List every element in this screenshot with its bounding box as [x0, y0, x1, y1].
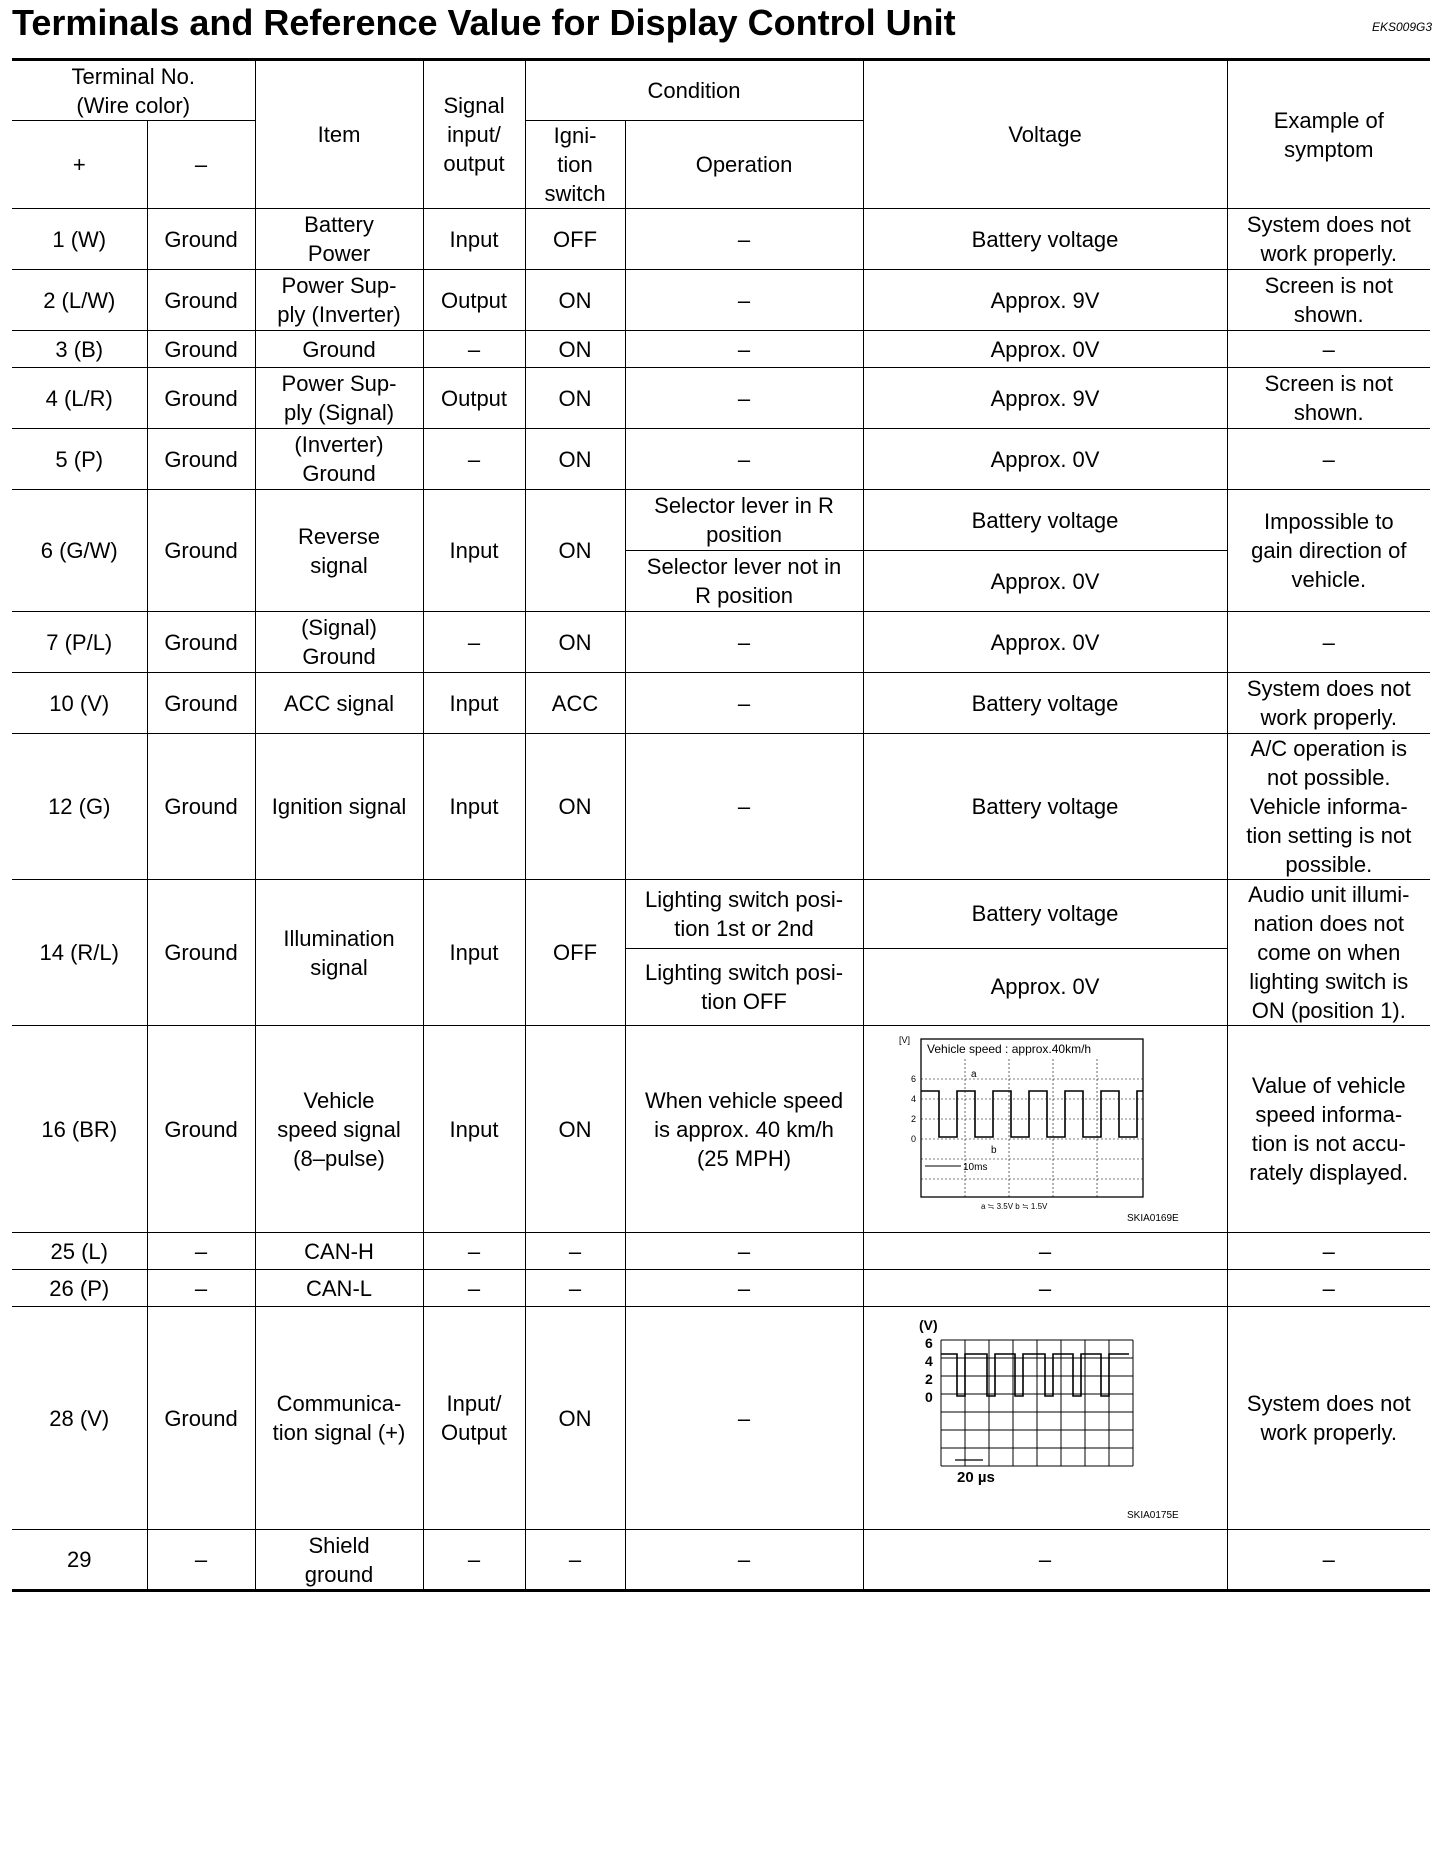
signal-io-text: Input — [449, 226, 499, 252]
ignition-switch-text: ACC — [551, 690, 599, 716]
signal-io — [423, 270, 525, 331]
terminal-minus-text: Ground — [164, 385, 238, 411]
ignition-switch-text: – — [568, 1238, 582, 1264]
voltage — [863, 490, 1227, 551]
figure-id: SKIA0169E — [1127, 1213, 1179, 1224]
operation — [625, 368, 863, 429]
voltage — [863, 1307, 1227, 1530]
operation-text: – — [737, 287, 751, 313]
terminal-plus-text: 7 (P/L) — [46, 629, 113, 655]
terminal-minus-text: Ground — [164, 940, 238, 965]
voltage-text: Approx. 9V — [990, 385, 1100, 411]
terminal-plus — [12, 368, 147, 429]
symptom-text: – — [1322, 446, 1335, 472]
page-title: Terminals and Reference Value for Display Control Unit — [12, 2, 956, 43]
signal-io — [423, 1270, 525, 1307]
y-tick-0: 0 — [925, 1389, 933, 1405]
terminal-minus — [147, 368, 255, 429]
terminal-plus-text: 1 (W) — [52, 226, 107, 252]
operation — [625, 551, 863, 612]
signal-io-text: Input — [449, 690, 499, 716]
terminal-minus — [147, 1026, 255, 1233]
signal-io-text: Input — [449, 794, 499, 819]
symptom — [1227, 612, 1430, 673]
symptom — [1227, 490, 1430, 612]
voltage — [863, 1270, 1227, 1307]
header-item: Item — [255, 60, 423, 209]
terminal-plus — [12, 331, 147, 368]
voltage — [863, 1530, 1227, 1591]
table-row — [12, 1307, 1430, 1530]
item — [255, 612, 423, 673]
item — [255, 429, 423, 490]
symptom-text: System does not work properly. — [1246, 1391, 1411, 1445]
symptom — [1227, 368, 1430, 429]
table-row — [12, 368, 1430, 429]
terminal-plus — [12, 1233, 147, 1270]
y-tick-6: 6 — [925, 1335, 933, 1351]
voltage-text: – — [1038, 1547, 1052, 1572]
ignition-switch — [525, 490, 625, 612]
table-row — [12, 209, 1430, 270]
signal-io-text: – — [467, 336, 481, 362]
signal-io — [423, 1307, 525, 1530]
terminal-minus — [147, 209, 255, 270]
header-plus: + — [12, 121, 147, 209]
terminal-plus-text: 28 (V) — [49, 1405, 110, 1431]
ignition-switch — [525, 880, 625, 1026]
voltage — [863, 612, 1227, 673]
voltage-text: Approx. 0V — [990, 336, 1100, 362]
terminal-minus — [147, 1233, 255, 1270]
ignition-switch — [525, 1307, 625, 1530]
y-tick-4: 4 — [911, 1094, 917, 1104]
terminal-minus-text: Ground — [164, 538, 238, 563]
terminal-plus-text: 5 (P) — [55, 446, 104, 472]
table-row — [12, 880, 1430, 949]
signal-io — [423, 209, 525, 270]
ignition-switch-text: ON — [558, 336, 592, 362]
symptom — [1227, 734, 1430, 880]
terminal-plus-text: 10 (V) — [49, 690, 110, 716]
terminal-minus — [147, 429, 255, 490]
item-text: Reverse signal — [298, 523, 380, 578]
document-code: EKS009G3 — [1371, 20, 1432, 34]
ignition-switch — [525, 1233, 625, 1270]
terminal-minus — [147, 880, 255, 1026]
voltage-text: Approx. 0V — [990, 568, 1100, 594]
waveform-unit-label: [V] — [899, 1035, 911, 1045]
operation-text: Selector lever in R position — [654, 493, 834, 547]
terminal-minus — [147, 1307, 255, 1530]
ignition-switch-text: – — [568, 1547, 582, 1572]
terminal-minus-text: Ground — [164, 1405, 238, 1431]
signal-io-text: – — [467, 1238, 481, 1264]
terminal-plus — [12, 209, 147, 270]
item-text: Shield ground — [304, 1532, 374, 1587]
voltage — [863, 734, 1227, 880]
voltage — [863, 1026, 1227, 1233]
ignition-switch-text: ON — [558, 1116, 592, 1142]
ignition-switch — [525, 1026, 625, 1233]
ignition-switch — [525, 1270, 625, 1307]
operation-text: – — [737, 794, 751, 819]
operation-text: – — [737, 1405, 751, 1431]
item-text: Power Sup- ply (Signal) — [281, 371, 397, 425]
item-text: Power Sup- ply (Inverter) — [277, 273, 401, 327]
operation — [625, 1530, 863, 1591]
symptom-text: – — [1322, 629, 1335, 655]
voltage-text: Approx. 9V — [990, 287, 1100, 313]
ignition-switch-text: OFF — [553, 226, 598, 252]
ignition-switch — [525, 612, 625, 673]
item — [255, 673, 423, 734]
signal-io-text: Input — [449, 1116, 499, 1142]
operation-text: – — [737, 385, 751, 411]
symptom-text: – — [1322, 336, 1335, 362]
symptom-text: Audio unit illumi- nation does not come on when lighting switch is ON (position 1). — [1248, 882, 1410, 1023]
terminal-minus — [147, 1270, 255, 1307]
terminal-minus — [147, 1530, 255, 1591]
signal-io — [423, 368, 525, 429]
item — [255, 1026, 423, 1233]
waveform-trace — [941, 1354, 1129, 1396]
item — [255, 368, 423, 429]
terminal-minus — [147, 734, 255, 880]
symptom — [1227, 429, 1430, 490]
voltage-text: Battery voltage — [971, 507, 1119, 533]
terminal-plus — [12, 734, 147, 880]
voltage-text: Battery voltage — [971, 794, 1119, 819]
ignition-switch — [525, 209, 625, 270]
voltage-text: – — [1038, 1275, 1052, 1301]
item — [255, 1233, 423, 1270]
header-terminal: Terminal No. (Wire color) — [12, 60, 255, 121]
ignition-switch — [525, 429, 625, 490]
table-row — [12, 270, 1430, 331]
item-text: Illumination signal — [283, 925, 395, 980]
terminal-minus-text: – — [194, 1547, 208, 1572]
waveform-unit-label: (V) — [919, 1317, 938, 1333]
time-label: 20 µs — [957, 1469, 995, 1486]
y-tick-2: 2 — [911, 1114, 917, 1124]
header-condition: Condition — [525, 60, 863, 121]
signal-io — [423, 1026, 525, 1233]
operation — [625, 490, 863, 551]
terminal-plus-text: 4 (L/R) — [45, 385, 113, 411]
operation — [625, 948, 863, 1026]
waveform-trace — [921, 1091, 1143, 1137]
voltage-text: Battery voltage — [971, 901, 1119, 927]
header-ignition: Igni- tion switch — [525, 121, 625, 209]
operation — [625, 429, 863, 490]
item — [255, 1307, 423, 1530]
operation — [625, 209, 863, 270]
voltage — [863, 270, 1227, 331]
operation — [625, 1270, 863, 1307]
table-row — [12, 1530, 1430, 1591]
terminal-plus-text: 2 (L/W) — [43, 287, 116, 313]
ignition-switch-text: ON — [558, 446, 592, 472]
terminal-minus-text: Ground — [164, 1116, 238, 1142]
signal-io — [423, 880, 525, 1026]
symptom — [1227, 1307, 1430, 1530]
voltage — [863, 673, 1227, 734]
voltage — [863, 948, 1227, 1026]
terminal-plus-text: 14 (R/L) — [39, 940, 119, 965]
operation — [625, 270, 863, 331]
operation — [625, 734, 863, 880]
symptom — [1227, 1233, 1430, 1270]
item — [255, 734, 423, 880]
operation-text: – — [737, 1547, 751, 1572]
terminal-minus-text: Ground — [164, 287, 238, 313]
terminal-minus — [147, 673, 255, 734]
symptom-text: Screen is not shown. — [1264, 273, 1393, 327]
waveform-grid — [941, 1340, 1133, 1466]
terminal-plus — [12, 1530, 147, 1591]
voltage — [863, 209, 1227, 270]
terminal-plus — [12, 612, 147, 673]
item — [255, 1530, 423, 1591]
ignition-switch — [525, 673, 625, 734]
symptom — [1227, 270, 1430, 331]
waveform-note: a ≒ 3.5V b ≒ 1.5V — [981, 1202, 1048, 1211]
ignition-switch — [525, 1530, 625, 1591]
symptom-text: Value of vehicle speed informa- tion is not accu- rately displayed. — [1249, 1073, 1409, 1185]
operation-text: Lighting switch posi- tion 1st or 2nd — [644, 886, 844, 941]
item-text: CAN-L — [306, 1275, 373, 1301]
table-row — [12, 331, 1430, 368]
signal-io — [423, 673, 525, 734]
symptom-text: Impossible to gain direction of vehicle. — [1251, 509, 1407, 592]
table-row — [12, 490, 1430, 551]
ignition-switch — [525, 331, 625, 368]
header-minus: – — [147, 121, 255, 209]
ignition-switch-text: – — [568, 1275, 582, 1301]
item — [255, 1270, 423, 1307]
ignition-switch-text: ON — [558, 794, 592, 819]
terminal-plus — [12, 490, 147, 612]
terminal-plus — [12, 270, 147, 331]
terminal-minus-text: Ground — [164, 336, 238, 362]
symptom — [1227, 1270, 1430, 1307]
signal-io — [423, 612, 525, 673]
item-text: ACC signal — [283, 690, 395, 716]
y-tick-0: 0 — [911, 1134, 917, 1144]
voltage — [863, 331, 1227, 368]
terminal-minus-text: Ground — [164, 794, 238, 819]
y-tick-2: 2 — [925, 1371, 933, 1387]
signal-io-text: Input — [449, 538, 499, 563]
terminal-plus — [12, 880, 147, 1026]
terminal-minus-text: Ground — [164, 446, 238, 472]
terminal-plus — [12, 1307, 147, 1530]
ignition-switch-text: ON — [558, 538, 592, 563]
operation-text: Selector lever not in R position — [646, 554, 842, 608]
voltage — [863, 368, 1227, 429]
operation-text: – — [737, 629, 751, 655]
terminal-plus-text: 29 — [67, 1547, 92, 1572]
signal-io — [423, 429, 525, 490]
item-text: Communica- tion signal (+) — [272, 1391, 406, 1445]
item — [255, 270, 423, 331]
signal-io — [423, 1530, 525, 1591]
symptom-text: – — [1322, 1547, 1335, 1572]
table-row — [12, 1233, 1430, 1270]
terminal-minus — [147, 612, 255, 673]
terminal-minus-text: – — [194, 1238, 208, 1264]
operation — [625, 331, 863, 368]
signal-io — [423, 331, 525, 368]
operation — [625, 1026, 863, 1233]
table-row — [12, 612, 1430, 673]
terminal-plus — [12, 1026, 147, 1233]
terminal-plus-text: 6 (G/W) — [40, 538, 118, 563]
item-text: CAN-H — [304, 1238, 374, 1264]
item — [255, 331, 423, 368]
signal-io-text: – — [467, 446, 481, 472]
signal-io-text: – — [467, 629, 481, 655]
terminal-plus — [12, 673, 147, 734]
waveform-frame — [921, 1039, 1143, 1197]
voltage-text: Approx. 0V — [990, 974, 1100, 1000]
ignition-switch — [525, 270, 625, 331]
ignition-switch-text: ON — [558, 629, 592, 655]
signal-io — [423, 490, 525, 612]
waveform-grid — [921, 1059, 1143, 1197]
voltage-text: Approx. 0V — [990, 446, 1100, 472]
item-text: (Inverter) Ground — [294, 432, 384, 486]
operation-text: – — [737, 1238, 751, 1264]
voltage — [863, 551, 1227, 612]
signal-io-text: – — [467, 1547, 481, 1572]
symptom-text: – — [1322, 1275, 1335, 1301]
ignition-switch-text: ON — [558, 1405, 592, 1431]
operation — [625, 1233, 863, 1270]
table-row — [12, 1270, 1430, 1307]
signal-io-text: Input — [449, 940, 499, 965]
operation-text: – — [737, 336, 751, 362]
item-text: Ignition signal — [271, 794, 407, 819]
symptom — [1227, 331, 1430, 368]
symptom-text: System does not work properly. — [1246, 676, 1411, 730]
symptom — [1227, 880, 1430, 1026]
ignition-switch-text: ON — [558, 385, 592, 411]
label-a: a — [971, 1069, 977, 1080]
item-text: Vehicle speed signal (8–pulse) — [277, 1087, 401, 1171]
signal-io-text: Output — [440, 287, 508, 313]
terminal-minus — [147, 270, 255, 331]
item-text: Ground — [302, 336, 376, 362]
item-text: (Signal) Ground — [301, 615, 377, 669]
voltage — [863, 1233, 1227, 1270]
signal-io-text: – — [467, 1275, 481, 1301]
terminal-minus-text: Ground — [164, 226, 238, 252]
symptom-text: System does not work properly. — [1246, 212, 1411, 266]
item — [255, 490, 423, 612]
symptom — [1227, 673, 1430, 734]
symptom — [1227, 1026, 1430, 1233]
voltage-text: Battery voltage — [971, 690, 1119, 716]
item — [255, 880, 423, 1026]
voltage — [863, 880, 1227, 949]
y-tick-4: 4 — [925, 1353, 933, 1369]
table-row — [12, 734, 1430, 880]
terminal-minus-text: Ground — [164, 690, 238, 716]
operation-text: – — [737, 226, 751, 252]
terminal-plus-text: 12 (G) — [48, 794, 111, 819]
terminal-table — [12, 58, 1430, 1592]
operation — [625, 673, 863, 734]
operation-text: – — [737, 446, 751, 472]
operation-text: When vehicle speed is approx. 40 km/h (25 MPH) — [644, 1087, 844, 1171]
communication-waveform — [895, 1312, 1195, 1524]
operation — [625, 1307, 863, 1530]
ignition-switch — [525, 368, 625, 429]
voltage — [863, 429, 1227, 490]
signal-io — [423, 734, 525, 880]
symptom — [1227, 1530, 1430, 1591]
item — [255, 209, 423, 270]
table-row — [12, 1026, 1430, 1233]
terminal-minus — [147, 490, 255, 612]
terminal-minus-text: Ground — [164, 629, 238, 655]
item-text: Battery Power — [304, 212, 374, 266]
vehicle-speed-waveform — [895, 1031, 1195, 1227]
header-operation: Operation — [625, 121, 863, 209]
symptom — [1227, 209, 1430, 270]
ignition-switch-text: ON — [558, 287, 592, 313]
terminal-plus — [12, 429, 147, 490]
terminal-plus — [12, 1270, 147, 1307]
voltage-text: Battery voltage — [971, 226, 1119, 252]
operation — [625, 880, 863, 949]
symptom-text: Screen is not shown. — [1264, 371, 1393, 425]
symptom-text: – — [1322, 1238, 1335, 1264]
voltage-text: – — [1038, 1238, 1052, 1264]
table-row — [12, 673, 1430, 734]
signal-io — [423, 1233, 525, 1270]
operation-text: – — [737, 690, 751, 716]
ignition-switch-text: OFF — [553, 940, 598, 965]
ignition-switch — [525, 734, 625, 880]
symptom-text: A/C operation is not possible. Vehicle informa- tion setting is not possible. — [1246, 736, 1412, 877]
terminal-plus-text: 16 (BR) — [41, 1116, 118, 1142]
terminal-plus-text: 3 (B) — [55, 336, 104, 362]
table-row — [12, 429, 1430, 490]
terminal-minus — [147, 331, 255, 368]
header-symptom: Example of symptom — [1227, 60, 1430, 209]
signal-io-text: Input/ Output — [440, 1391, 508, 1445]
figure-id: SKIA0175E — [1127, 1510, 1179, 1521]
time-label: 10ms — [963, 1162, 988, 1173]
voltage-text: Approx. 0V — [990, 629, 1100, 655]
operation-text: Lighting switch posi- tion OFF — [644, 959, 844, 1014]
terminal-minus-text: – — [194, 1275, 208, 1301]
y-tick-6: 6 — [911, 1074, 917, 1084]
terminal-plus-text: 26 (P) — [49, 1275, 110, 1301]
label-b: b — [991, 1145, 997, 1156]
operation — [625, 612, 863, 673]
header-signal: Signal input/ output — [423, 60, 525, 209]
waveform-caption: Vehicle speed : approx.40km/h — [927, 1042, 1092, 1056]
signal-io-text: Output — [440, 385, 508, 411]
operation-text: – — [737, 1275, 751, 1301]
header-voltage: Voltage — [863, 60, 1227, 209]
terminal-plus-text: 25 (L) — [50, 1238, 108, 1264]
